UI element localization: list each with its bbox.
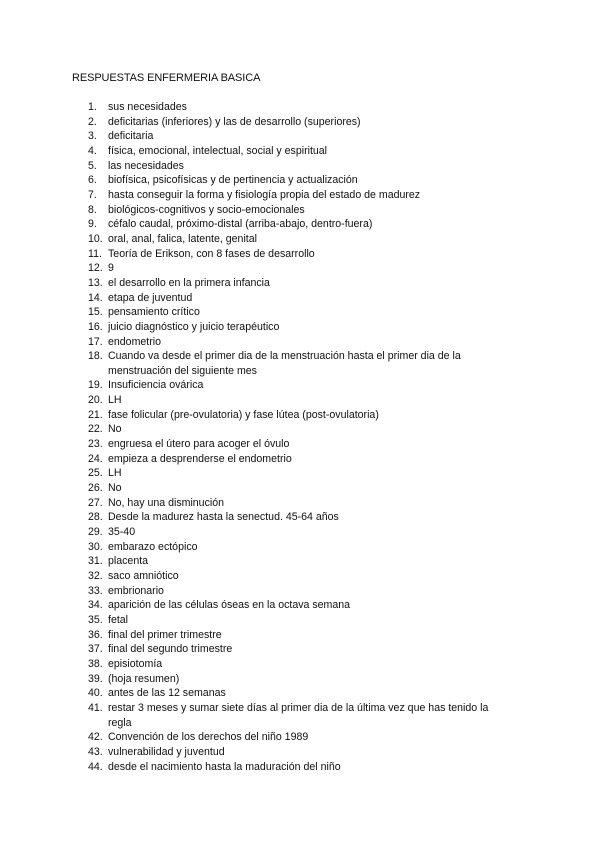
answer-item: [0, 100, 600, 115]
answer-number: 42.: [88, 731, 103, 744]
answer-text: etapa de juventud: [108, 291, 193, 304]
answer-text: sus necesidades: [108, 101, 187, 113]
answer-number: 27.: [88, 496, 103, 509]
answer-number: 8.: [88, 203, 97, 216]
answer-text: biológicos-cognitivos y socio-emocionales: [108, 203, 305, 216]
answer-item: [0, 760, 600, 775]
answer-number: 43.: [88, 745, 103, 758]
answer-item: [0, 291, 600, 306]
answer-text: No: [108, 423, 122, 436]
answer-list: [0, 100, 600, 774]
answer-item: [0, 378, 600, 393]
answer-number: 33.: [88, 584, 103, 597]
answer-number: 4.: [88, 144, 97, 157]
answer-number: 25.: [88, 467, 103, 480]
answer-item: [0, 496, 600, 511]
answer-text: Desde la madurez hasta la senectud. 45-64 años: [108, 511, 339, 524]
answer-text: embrionario: [108, 584, 164, 597]
answer-number: 26.: [88, 482, 103, 495]
answer-item: [0, 525, 600, 540]
answer-number: 39.: [88, 672, 103, 685]
answer-item: [0, 554, 600, 569]
answer-item: [0, 349, 600, 378]
answer-text: final del primer trimestre: [108, 628, 222, 641]
answer-number: 38.: [88, 657, 103, 670]
answer-item: [0, 701, 600, 730]
answer-item: [0, 393, 600, 408]
answer-item: [0, 276, 600, 291]
answer-number: 41.: [88, 701, 103, 714]
answer-number: 18.: [88, 350, 103, 363]
answer-text: céfalo caudal, próximo-distal (arriba-abajo, dentro-fuera): [108, 218, 373, 231]
answer-text: desde el nacimiento hasta la maduración del niño: [108, 760, 341, 773]
answer-text: hasta conseguir la forma y fisiología propia del estado de madurez: [108, 188, 421, 201]
answer-number: 2.: [88, 115, 97, 128]
answer-text: engruesa el útero para acoger el óvulo: [108, 438, 290, 451]
answer-item: [0, 335, 600, 350]
answer-text: restar 3 meses y sumar siete días al primer dia de la última vez que has tenido la regla: [108, 701, 492, 729]
answer-item: [0, 672, 600, 687]
answer-text: deficitarias (inferiores) y las de desarrollo (superiores): [108, 115, 361, 128]
answer-item: [0, 466, 600, 481]
answer-number: 15.: [88, 306, 103, 319]
answer-item: [0, 613, 600, 628]
answer-item: [0, 408, 600, 423]
answer-text: juicio diagnóstico y juicio terapéutico: [108, 320, 280, 333]
answer-number: 21.: [88, 408, 103, 421]
answer-item: [0, 584, 600, 599]
answer-item: [0, 320, 600, 335]
answer-item: [0, 422, 600, 437]
answer-number: 34.: [88, 599, 103, 612]
answer-item: [0, 232, 600, 247]
answer-number: 40.: [88, 687, 103, 700]
answer-text: deficitaria: [108, 130, 154, 143]
answer-text: LH: [108, 467, 122, 480]
answer-number: 31.: [88, 555, 103, 568]
answer-text: placenta: [108, 555, 149, 568]
answer-number: 23.: [88, 438, 103, 451]
answer-text: el desarrollo en la primera infancia: [108, 276, 270, 289]
answer-number: 20.: [88, 394, 103, 407]
answer-item: [0, 745, 600, 760]
answer-number: 1.: [88, 101, 97, 113]
answer-text: LH: [108, 394, 122, 407]
answer-number: 3.: [88, 130, 97, 143]
answer-text: 35-40: [108, 526, 136, 539]
answer-item: [0, 437, 600, 452]
answer-text: oral, anal, falica, latente, genital: [108, 232, 257, 245]
answer-item: [0, 569, 600, 584]
answer-number: 12.: [88, 262, 103, 275]
answer-text: (hoja resumen): [108, 672, 180, 685]
answer-number: 16.: [88, 320, 103, 333]
answer-item: [0, 188, 600, 203]
answer-item: [0, 642, 600, 657]
answer-item: [0, 510, 600, 525]
answer-item: [0, 115, 600, 130]
answer-item: [0, 144, 600, 159]
answer-text: No, hay una disminución: [108, 496, 225, 509]
answer-number: 5.: [88, 159, 97, 172]
answer-text: fase folicular (pre-ovulatoria) y fase lútea (post-ovulatoria): [108, 408, 379, 421]
answer-number: 19.: [88, 379, 103, 392]
answer-text: antes de las 12 semanas: [108, 687, 226, 700]
answer-item: [0, 159, 600, 174]
answer-item: [0, 686, 600, 701]
answer-number: 36.: [88, 628, 103, 641]
answer-text: aparición de las células óseas en la octava semana: [108, 599, 351, 612]
answer-text: las necesidades: [108, 159, 184, 172]
answer-text: saco amniótico: [108, 570, 179, 582]
answer-item: [0, 730, 600, 745]
answer-text: final del segundo trimestre: [108, 643, 233, 656]
answer-number: 29.: [88, 526, 103, 539]
answer-item: [0, 305, 600, 320]
answer-number: 28.: [88, 511, 103, 524]
answer-text: empieza a desprenderse el endometrio: [108, 452, 292, 465]
answer-number: 13.: [88, 276, 103, 289]
answer-number: 37.: [88, 643, 103, 656]
answer-text: episiotomía: [108, 657, 163, 670]
answer-item: [0, 203, 600, 218]
answer-text: física, emocional, intelectual, social y espiritual: [108, 144, 328, 157]
answer-number: 30.: [88, 540, 103, 553]
answer-text: Teoría de Erikson, con 8 fases de desarrollo: [108, 247, 315, 260]
answer-number: 6.: [88, 174, 97, 187]
answer-number: 11.: [88, 247, 102, 260]
answer-text: Insuficiencia ovárica: [108, 379, 204, 392]
answer-item: [0, 628, 600, 643]
answer-item: [0, 173, 600, 188]
answer-text: pensamiento crítico: [108, 306, 200, 319]
answer-number: 7.: [88, 188, 97, 201]
answer-text: Cuando va desde el primer dia de la menstruación hasta el primer dia de la menstruación del siguiente mes: [108, 350, 464, 377]
answer-number: 10.: [88, 232, 103, 245]
answer-item: [0, 129, 600, 144]
answer-number: 22.: [88, 423, 103, 436]
answer-item: [0, 540, 600, 555]
answer-text: No: [108, 482, 122, 495]
answer-item: [0, 657, 600, 672]
answer-item: [0, 247, 600, 262]
answer-item: [0, 598, 600, 613]
answer-number: 35.: [88, 613, 103, 626]
answer-text: fetal: [108, 613, 129, 626]
answer-text: vulnerabilidad y juventud: [108, 745, 225, 758]
answer-text: Convención de los derechos del niño 1989: [108, 731, 309, 744]
answer-number: 24.: [88, 452, 103, 465]
answer-number: 17.: [88, 335, 103, 348]
answer-number: 32.: [88, 570, 103, 582]
answer-item: [0, 261, 600, 276]
answer-text: endometrio: [108, 335, 161, 348]
answer-item: [0, 452, 600, 467]
answer-item: [0, 217, 600, 232]
answer-number: 14.: [88, 291, 103, 304]
answer-number: 9.: [88, 218, 97, 231]
answer-text: embarazo ectópico: [108, 540, 198, 553]
answer-text: 9: [108, 262, 114, 275]
document-title: RESPUESTAS ENFERMERIA BASICA: [72, 72, 261, 84]
answer-text: biofísica, psicofísicas y de pertinencia y actualización: [108, 174, 358, 187]
answer-item: [0, 481, 600, 496]
answer-number: 44.: [88, 760, 103, 773]
